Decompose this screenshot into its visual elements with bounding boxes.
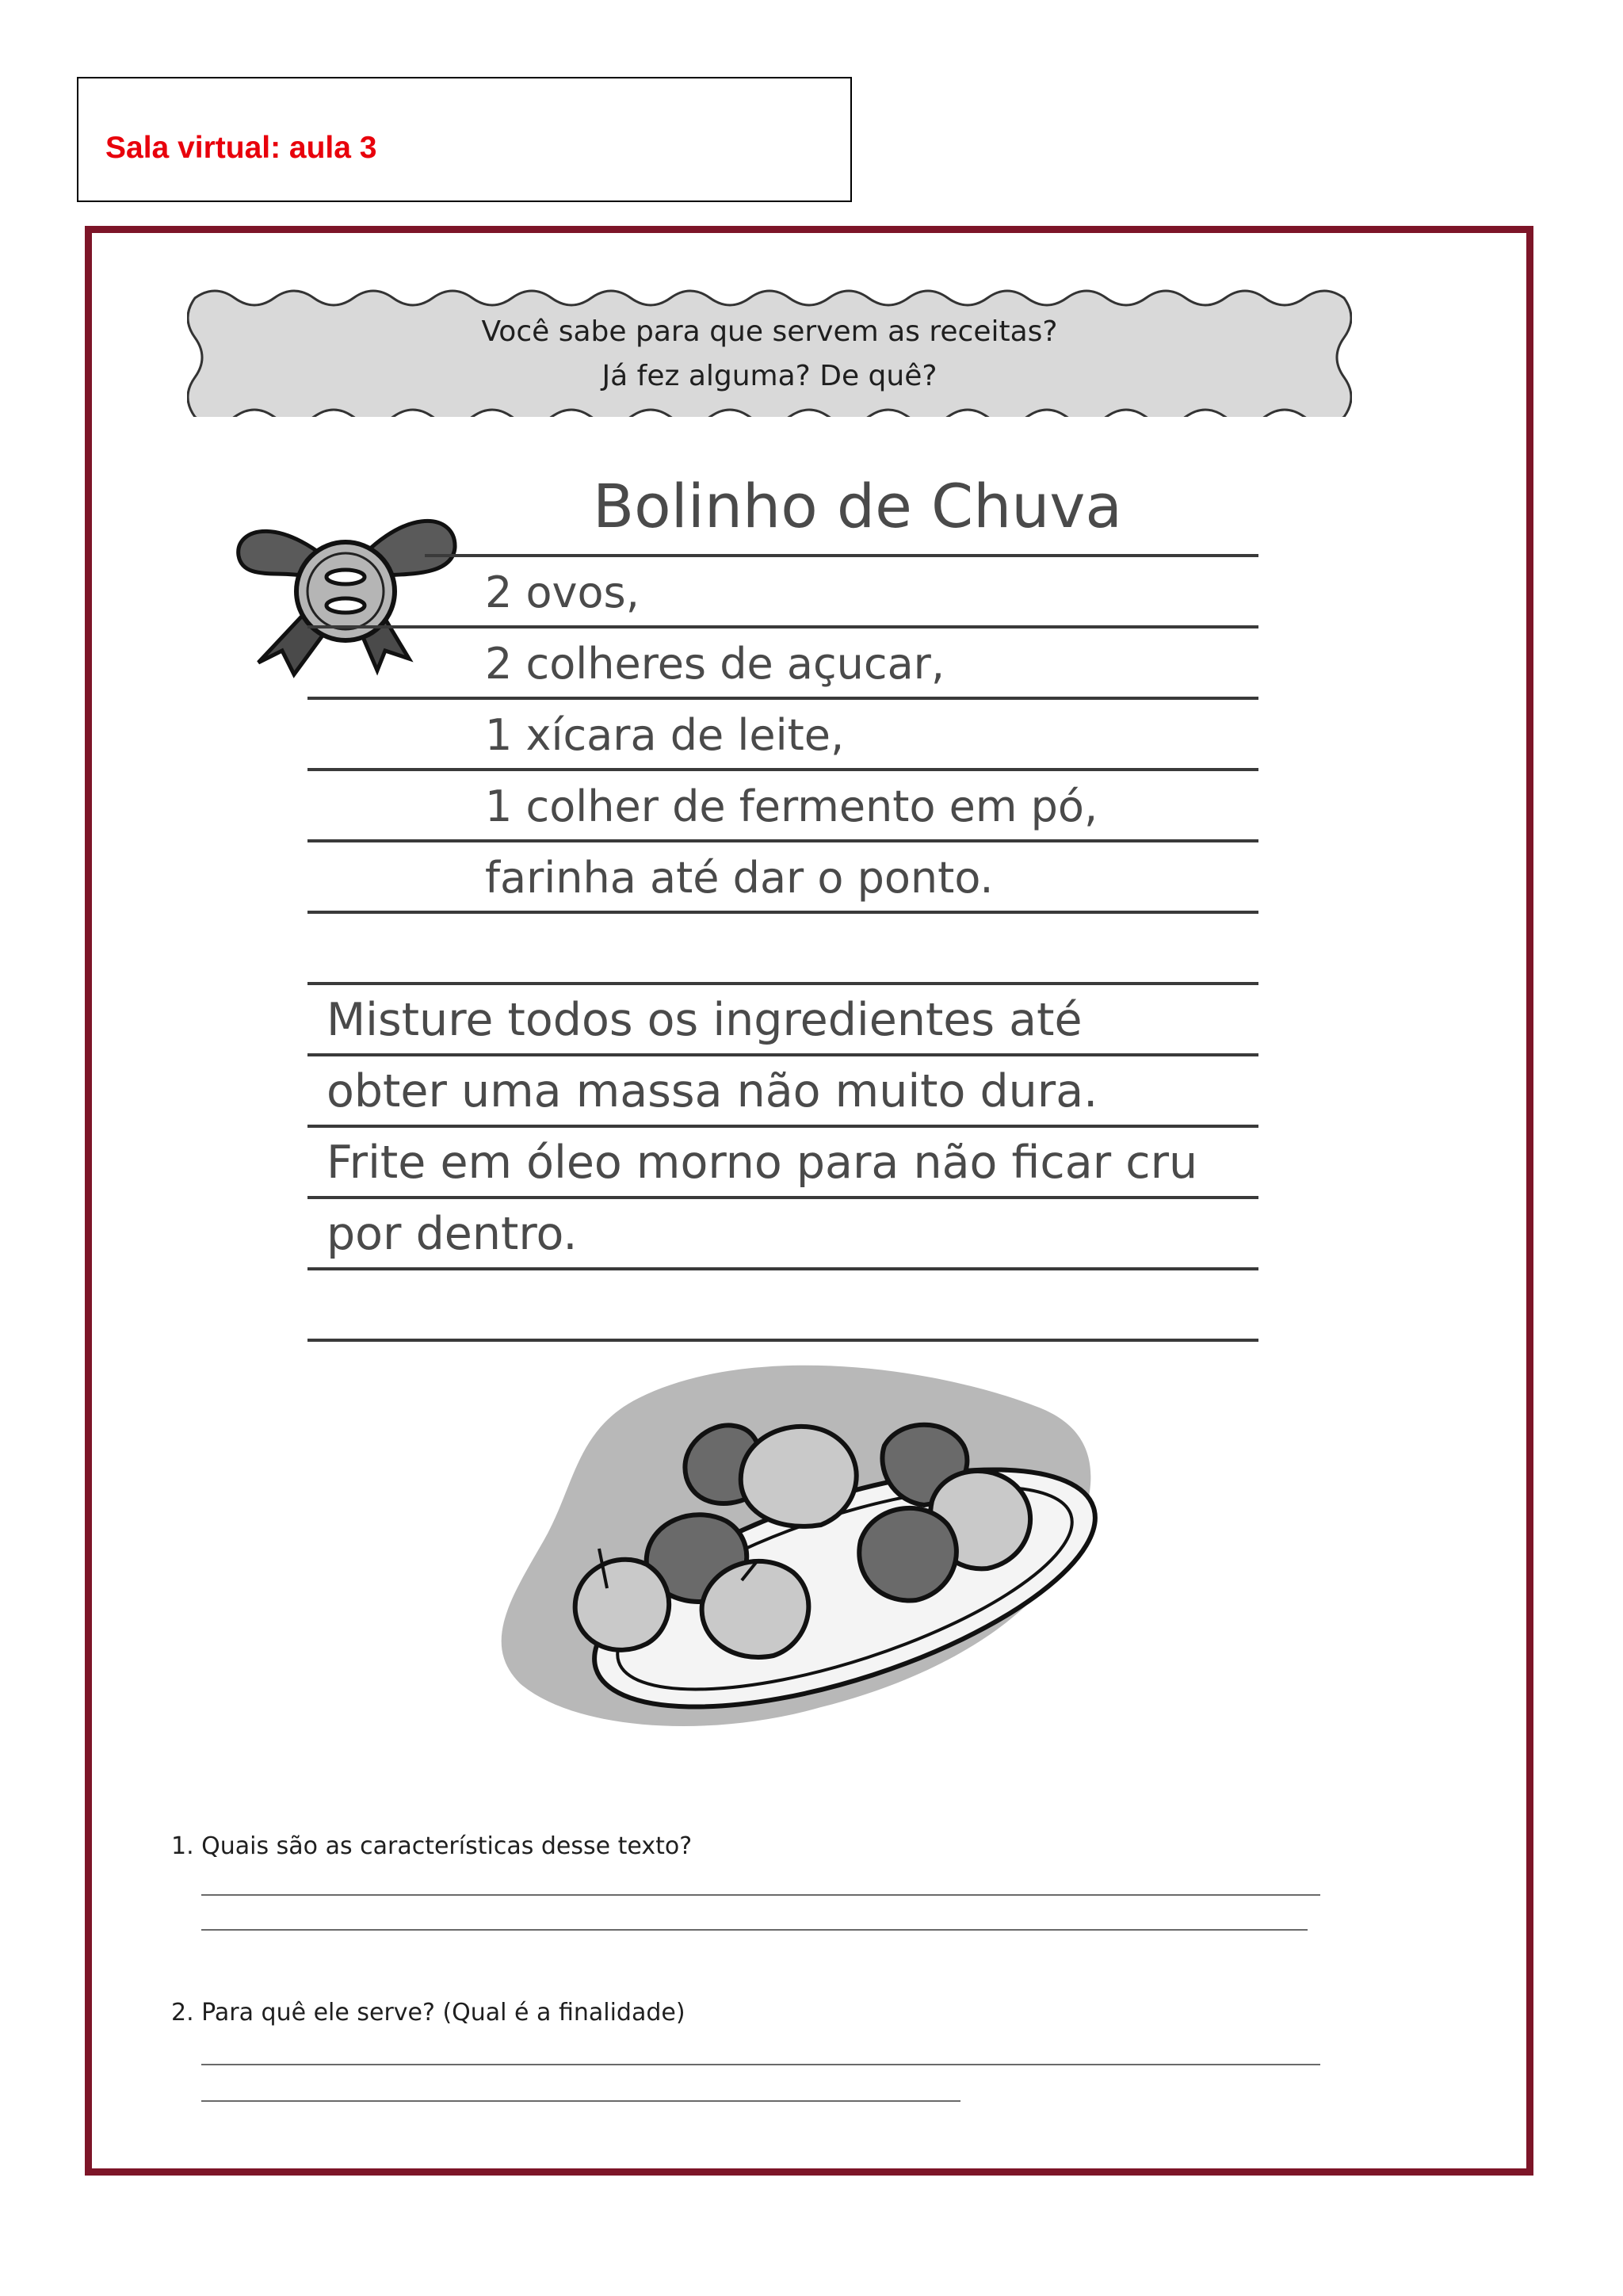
ingredient-line: 2 colheres de açucar, [485, 639, 945, 689]
writing-line [307, 625, 1258, 628]
question-2: 2. Para quê ele serve? (Qual é a finalidade) [171, 1999, 685, 2027]
preparation-line: por dentro. [327, 1208, 578, 1260]
writing-line [307, 911, 1258, 914]
writing-line [307, 1339, 1258, 1342]
worksheet [85, 226, 1533, 2176]
banner-line-2: Já fez alguma? De quê? [601, 360, 938, 392]
writing-line [307, 982, 1258, 985]
answer-line[interactable] [201, 2064, 1320, 2065]
writing-line [307, 1053, 1258, 1056]
answer-line[interactable] [201, 2100, 960, 2102]
writing-line [307, 768, 1258, 771]
preparation-line: Misture todos os ingredientes até [327, 994, 1083, 1046]
answer-line[interactable] [201, 1929, 1308, 1931]
question-1: 1. Quais são as características desse texto? [171, 1832, 693, 1860]
ingredient-line: 1 xícara de leite, [485, 710, 845, 760]
banner-wavy-shape [187, 282, 1352, 417]
answer-line[interactable] [201, 1894, 1320, 1896]
writing-line [425, 554, 1258, 557]
writing-line [307, 697, 1258, 700]
recipe-title: Bolinho de Chuva [593, 471, 1122, 541]
writing-line [307, 1125, 1258, 1128]
header-box [77, 77, 852, 202]
ingredient-line: farinha até dar o ponto. [485, 853, 994, 903]
writing-line [307, 839, 1258, 842]
ingredient-line: 1 colher de fermento em pó, [485, 781, 1098, 831]
writing-line [307, 1267, 1258, 1270]
header-title: Sala virtual: aula 3 [105, 131, 377, 165]
writing-line [307, 1196, 1258, 1199]
preparation-line: obter uma massa não muito dura. [327, 1065, 1098, 1117]
button-bow-icon [227, 480, 464, 682]
banner-line-1: Você sabe para que servem as receitas? [481, 315, 1058, 348]
preparation-line: Frite em óleo morno para não ficar cru [327, 1137, 1198, 1189]
question-banner [187, 282, 1352, 417]
fried-dumplings-plate-icon [488, 1350, 1122, 1767]
ingredient-line: 2 ovos, [485, 567, 640, 617]
